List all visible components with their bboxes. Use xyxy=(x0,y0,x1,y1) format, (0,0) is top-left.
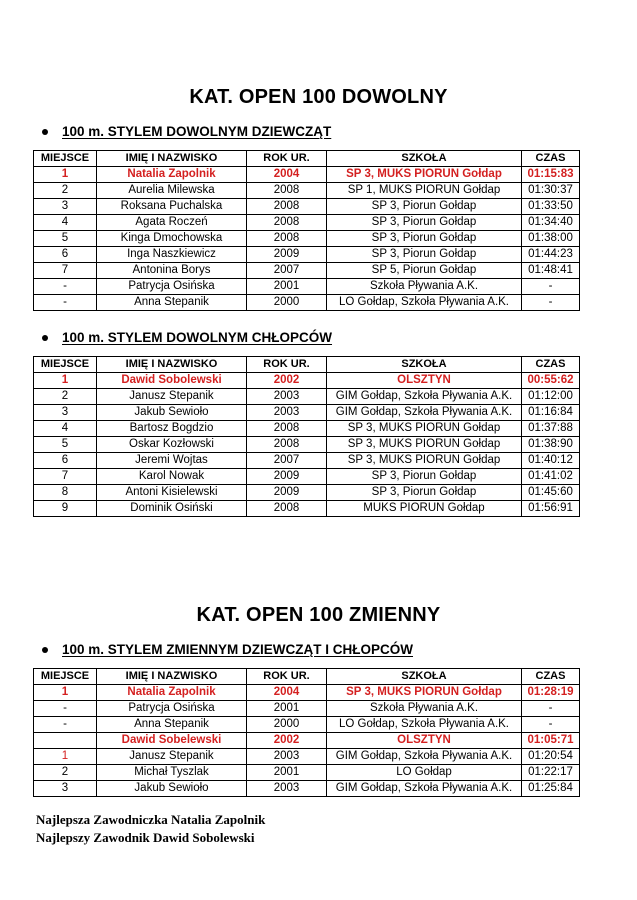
section-heading-text: 100 m. STYLEM DOWOLNYM DZIEWCZĄT xyxy=(62,124,332,139)
cell-birth-year: 2000 xyxy=(247,717,327,733)
column-header-birth-year: ROK UR. xyxy=(247,151,327,167)
cell-birth-year: 2009 xyxy=(247,469,327,485)
cell-birth-year: 2004 xyxy=(247,685,327,701)
cell-name: Dawid Sobelewski xyxy=(97,733,247,749)
cell-birth-year: 2003 xyxy=(247,781,327,797)
table-row xyxy=(34,279,580,295)
table-header-row xyxy=(34,669,580,685)
cell-birth-year: 2003 xyxy=(247,389,327,405)
results-table-girls xyxy=(33,150,580,311)
bullet-icon xyxy=(42,129,48,135)
cell-time: 01:34:40 xyxy=(522,215,580,231)
cell-name: Janusz Stepanik xyxy=(97,749,247,765)
cell-school: SP 3, Piorun Gołdap xyxy=(327,199,522,215)
cell-name: Janusz Stepanik xyxy=(97,389,247,405)
cell-time: 01:16:84 xyxy=(522,405,580,421)
cell-school: OLSZTYN xyxy=(327,733,522,749)
cell-name: Patrycja Osińska xyxy=(97,701,247,717)
results-table-boys xyxy=(33,356,580,517)
section-heading-text: 100 m. STYLEM DOWOLNYM CHŁOPCÓW xyxy=(62,330,333,345)
cell-school: SP 3, Piorun Gołdap xyxy=(327,247,522,263)
column-header-name: IMIĘ I NAZWISKO xyxy=(97,669,247,685)
section-heading-text: 100 m. STYLEM ZMIENNYM DZIEWCZĄT I CHŁOPCÓW xyxy=(62,642,414,657)
cell-time: 01:28:19 xyxy=(522,685,580,701)
column-header-position: MIEJSCE xyxy=(34,357,97,373)
cell-name: Dominik Osiński xyxy=(97,501,247,517)
cell-name: Aurelia Milewska xyxy=(97,183,247,199)
cell-school: SP 3, MUKS PIORUN Gołdap xyxy=(327,167,522,183)
cell-name: Antoni Kisielewski xyxy=(97,485,247,501)
cell-name: Karol Nowak xyxy=(97,469,247,485)
column-header-time: CZAS xyxy=(522,669,580,685)
table-row xyxy=(34,765,580,781)
cell-position: 3 xyxy=(34,781,97,797)
cell-time: - xyxy=(522,717,580,733)
table-row xyxy=(34,485,580,501)
column-header-school: SZKOŁA xyxy=(327,357,522,373)
cell-position: 1 xyxy=(34,685,97,701)
table-row xyxy=(34,733,580,749)
cell-school: LO Gołdap xyxy=(327,765,522,781)
table-row xyxy=(34,215,580,231)
cell-time: - xyxy=(522,701,580,717)
cell-time: 01:05:71 xyxy=(522,733,580,749)
table-row xyxy=(34,701,580,717)
cell-time: 01:37:88 xyxy=(522,421,580,437)
table-row xyxy=(34,199,580,215)
cell-position: 1 xyxy=(34,373,97,389)
cell-birth-year: 2008 xyxy=(247,437,327,453)
cell-name: Natalia Zapolnik xyxy=(97,685,247,701)
cell-time: 01:25:84 xyxy=(522,781,580,797)
cell-time: 01:45:60 xyxy=(522,485,580,501)
cell-school: GIM Gołdap, Szkoła Pływania A.K. xyxy=(327,389,522,405)
table-row xyxy=(34,183,580,199)
cell-birth-year: 2008 xyxy=(247,183,327,199)
cell-school: LO Gołdap, Szkoła Pływania A.K. xyxy=(327,717,522,733)
cell-position: - xyxy=(34,701,97,717)
column-header-position: MIEJSCE xyxy=(34,669,97,685)
cell-school: SP 3, MUKS PIORUN Gołdap xyxy=(327,685,522,701)
table-row xyxy=(34,295,580,311)
cell-time: - xyxy=(522,279,580,295)
cell-time: 01:22:17 xyxy=(522,765,580,781)
cell-birth-year: 2009 xyxy=(247,247,327,263)
cell-time: 00:55:62 xyxy=(522,373,580,389)
cell-birth-year: 2008 xyxy=(247,421,327,437)
cell-school: SP 3, Piorun Gołdap xyxy=(327,215,522,231)
cell-name: Oskar Kozłowski xyxy=(97,437,247,453)
cell-position: - xyxy=(34,295,97,311)
cell-position: 7 xyxy=(34,263,97,279)
table-row xyxy=(34,453,580,469)
cell-time: 01:38:90 xyxy=(522,437,580,453)
cell-time: 01:20:54 xyxy=(522,749,580,765)
cell-position: 1 xyxy=(34,167,97,183)
bullet-icon xyxy=(42,335,48,341)
cell-time: 01:38:00 xyxy=(522,231,580,247)
cell-position: 3 xyxy=(34,199,97,215)
cell-position: 5 xyxy=(34,437,97,453)
cell-position: 6 xyxy=(34,247,97,263)
cell-school: GIM Gołdap, Szkoła Pływania A.K. xyxy=(327,781,522,797)
cell-birth-year: 2008 xyxy=(247,501,327,517)
cell-school: LO Gołdap, Szkoła Pływania A.K. xyxy=(327,295,522,311)
table-header-row xyxy=(34,357,580,373)
cell-position: 8 xyxy=(34,485,97,501)
cell-birth-year: 2001 xyxy=(247,279,327,295)
cell-name: Kinga Dmochowska xyxy=(97,231,247,247)
cell-birth-year: 2003 xyxy=(247,405,327,421)
best-female-line: Najlepsza Zawodniczka Natalia Zapolnik xyxy=(36,812,266,827)
cell-time: 01:56:91 xyxy=(522,501,580,517)
table-row xyxy=(34,421,580,437)
cell-position: 2 xyxy=(34,389,97,405)
cell-position: 4 xyxy=(34,215,97,231)
cell-school: GIM Gołdap, Szkoła Pływania A.K. xyxy=(327,749,522,765)
cell-name: Anna Stepanik xyxy=(97,717,247,733)
cell-position: 5 xyxy=(34,231,97,247)
table-header-row xyxy=(34,151,580,167)
cell-time: 01:30:37 xyxy=(522,183,580,199)
cell-time: 01:41:02 xyxy=(522,469,580,485)
cell-position: 6 xyxy=(34,453,97,469)
cell-position: - xyxy=(34,717,97,733)
cell-school: SP 3, Piorun Gołdap xyxy=(327,231,522,247)
cell-school: SP 3, Piorun Gołdap xyxy=(327,485,522,501)
table-row xyxy=(34,781,580,797)
table-row xyxy=(34,501,580,517)
column-header-name: IMIĘ I NAZWISKO xyxy=(97,357,247,373)
cell-position: 2 xyxy=(34,183,97,199)
table-row xyxy=(34,231,580,247)
bullet-icon xyxy=(42,647,48,653)
cell-birth-year: 2002 xyxy=(247,733,327,749)
best-male-line: Najlepszy Zawodnik Dawid Sobolewski xyxy=(36,830,255,845)
cell-time: 01:33:50 xyxy=(522,199,580,215)
cell-name: Roksana Puchalska xyxy=(97,199,247,215)
cell-birth-year: 2007 xyxy=(247,263,327,279)
results-table-mixed xyxy=(33,668,580,797)
cell-birth-year: 2008 xyxy=(247,231,327,247)
cell-position: 7 xyxy=(34,469,97,485)
column-header-school: SZKOŁA xyxy=(327,669,522,685)
cell-birth-year: 2003 xyxy=(247,749,327,765)
cell-school: SP 3, MUKS PIORUN Gołdap xyxy=(327,437,522,453)
table-row xyxy=(34,247,580,263)
cell-school: SP 1, MUKS PIORUN Gołdap xyxy=(327,183,522,199)
cell-name: Patrycja Osińska xyxy=(97,279,247,295)
cell-birth-year: 2002 xyxy=(247,373,327,389)
cell-position: 2 xyxy=(34,765,97,781)
cell-birth-year: 2009 xyxy=(247,485,327,501)
column-header-birth-year: ROK UR. xyxy=(247,669,327,685)
table-row xyxy=(34,685,580,701)
column-header-birth-year: ROK UR. xyxy=(247,357,327,373)
cell-birth-year: 2004 xyxy=(247,167,327,183)
cell-name: Antonina Borys xyxy=(97,263,247,279)
section-heading-mixed xyxy=(42,642,413,657)
cell-school: Szkoła Pływania A.K. xyxy=(327,701,522,717)
cell-position: 9 xyxy=(34,501,97,517)
cell-position: 1 xyxy=(34,749,97,765)
column-header-school: SZKOŁA xyxy=(327,151,522,167)
cell-name: Michał Tyszlak xyxy=(97,765,247,781)
section-heading-boys xyxy=(42,330,332,345)
table-row xyxy=(34,167,580,183)
cell-time: 01:44:23 xyxy=(522,247,580,263)
cell-school: SP 3, MUKS PIORUN Gołdap xyxy=(327,453,522,469)
table-row xyxy=(34,389,580,405)
category-title-zmienny: KAT. OPEN 100 ZMIENNY xyxy=(196,604,441,626)
cell-position: 4 xyxy=(34,421,97,437)
cell-name: Jeremi Wojtas xyxy=(97,453,247,469)
table-row xyxy=(34,749,580,765)
cell-birth-year: 2008 xyxy=(247,215,327,231)
cell-name: Inga Naszkiewicz xyxy=(97,247,247,263)
cell-school: SP 3, MUKS PIORUN Gołdap xyxy=(327,421,522,437)
cell-school: OLSZTYN xyxy=(327,373,522,389)
cell-time: 01:15:83 xyxy=(522,167,580,183)
table-row xyxy=(34,405,580,421)
cell-birth-year: 2000 xyxy=(247,295,327,311)
cell-birth-year: 2001 xyxy=(247,701,327,717)
cell-time: 01:40:12 xyxy=(522,453,580,469)
table-row xyxy=(34,717,580,733)
table-row xyxy=(34,469,580,485)
cell-position: - xyxy=(34,279,97,295)
cell-birth-year: 2008 xyxy=(247,199,327,215)
cell-position: 3 xyxy=(34,405,97,421)
cell-school: GIM Gołdap, Szkoła Pływania A.K. xyxy=(327,405,522,421)
cell-time: 01:48:41 xyxy=(522,263,580,279)
cell-name: Anna Stepanik xyxy=(97,295,247,311)
cell-school: MUKS PIORUN Gołdap xyxy=(327,501,522,517)
cell-name: Bartosz Bogdzio xyxy=(97,421,247,437)
column-header-time: CZAS xyxy=(522,151,580,167)
column-header-time: CZAS xyxy=(522,357,580,373)
cell-name: Jakub Sewioło xyxy=(97,405,247,421)
cell-time: - xyxy=(522,295,580,311)
cell-position xyxy=(34,733,97,749)
column-header-name: IMIĘ I NAZWISKO xyxy=(97,151,247,167)
cell-name: Dawid Sobolewski xyxy=(97,373,247,389)
table-row xyxy=(34,373,580,389)
cell-school: SP 3, Piorun Gołdap xyxy=(327,469,522,485)
cell-time: 01:12:00 xyxy=(522,389,580,405)
section-heading-girls xyxy=(42,124,331,139)
cell-birth-year: 2001 xyxy=(247,765,327,781)
cell-school: Szkoła Pływania A.K. xyxy=(327,279,522,295)
column-header-position: MIEJSCE xyxy=(34,151,97,167)
cell-birth-year: 2007 xyxy=(247,453,327,469)
category-title-dowolny: KAT. OPEN 100 DOWOLNY xyxy=(189,86,448,108)
cell-name: Agata Roczeń xyxy=(97,215,247,231)
table-row xyxy=(34,263,580,279)
cell-name: Jakub Sewioło xyxy=(97,781,247,797)
cell-name: Natalia Zapolnik xyxy=(97,167,247,183)
cell-school: SP 5, Piorun Gołdap xyxy=(327,263,522,279)
table-row xyxy=(34,437,580,453)
